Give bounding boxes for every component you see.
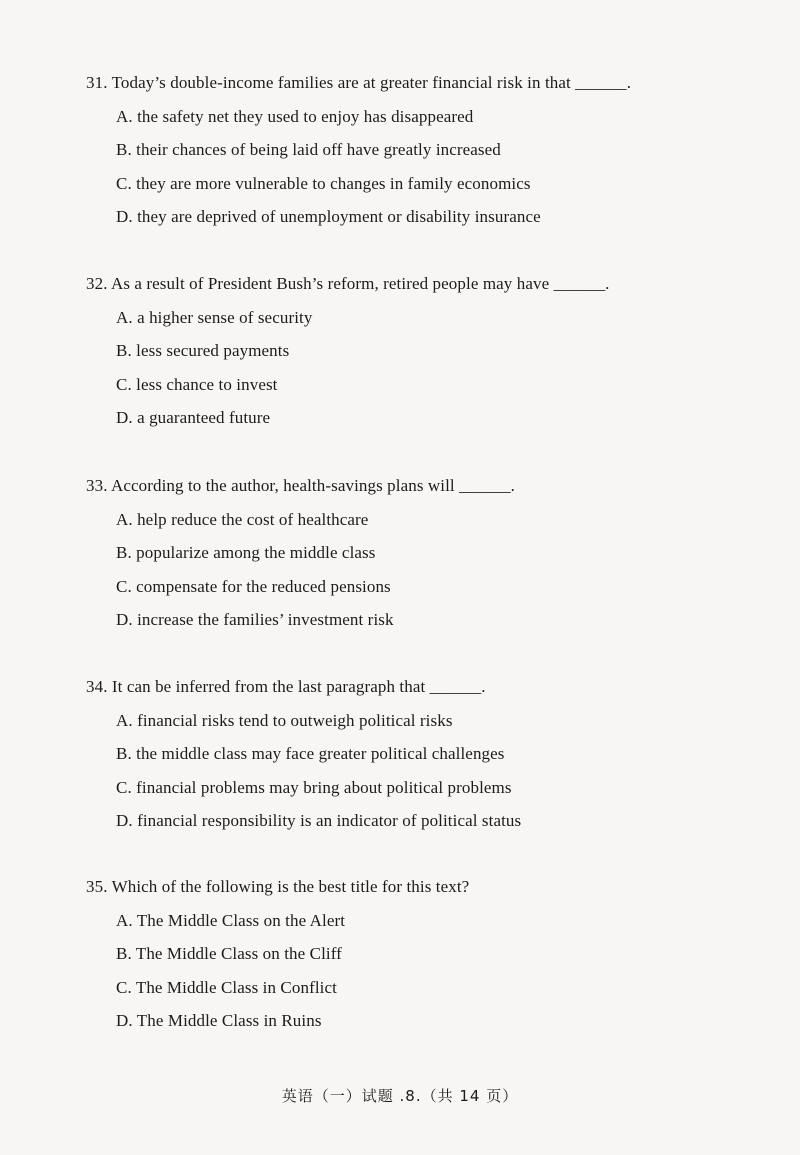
question-stem: 32. As a result of President Bush’s reform, retired people may have ______. [86, 274, 610, 293]
option-b: B. popularize among the middle class [116, 543, 376, 562]
option-a: A. The Middle Class on the Alert [116, 910, 346, 930]
option-c: C. compensate for the reduced pensions [116, 576, 391, 596]
question-34 [86, 676, 736, 832]
option-d: D. a guaranteed future [116, 408, 271, 427]
question-stem: 31. Today’s double-income families are at greater financial risk in that ______. [86, 73, 632, 92]
option-a: A. financial risks tend to outweigh political risks [116, 710, 453, 730]
question-32 [86, 273, 736, 429]
option-d: D. financial responsibility is an indicator of political status [116, 811, 522, 830]
question-stem: 35. Which of the following is the best title for this text? [86, 877, 470, 896]
option-c: C. less chance to invest [116, 374, 278, 394]
option-a: A. the safety net they used to enjoy has disappeared [116, 106, 474, 126]
option-b: B. less secured payments [116, 341, 290, 360]
option-b: B. the middle class may face greater political challenges [116, 744, 505, 763]
option-c: C. financial problems may bring about political problems [116, 777, 512, 797]
option-a: A. a higher sense of security [116, 307, 313, 327]
option-a: A. help reduce the cost of healthcare [116, 509, 369, 529]
question-stem: 33. According to the author, health-savings plans will ______. [86, 476, 516, 495]
option-c: C. they are more vulnerable to changes in family economics [116, 173, 531, 193]
question-35 [86, 876, 736, 1032]
option-d: D. increase the families’ investment risk [116, 610, 394, 629]
option-b: B. their chances of being laid off have greatly increased [116, 140, 501, 159]
question-stem: 34. It can be inferred from the last paragraph that ______. [86, 677, 486, 696]
question-33 [86, 475, 736, 631]
option-d: D. they are deprived of unemployment or disability insurance [116, 207, 541, 226]
question-31 [86, 72, 736, 228]
option-d: D. The Middle Class in Ruins [116, 1011, 322, 1030]
page-footer: 英语（一）试题 .8.（共 14 页） [281, 1087, 519, 1105]
option-c: C. The Middle Class in Conflict [116, 977, 337, 997]
option-b: B. The Middle Class on the Cliff [116, 944, 342, 963]
